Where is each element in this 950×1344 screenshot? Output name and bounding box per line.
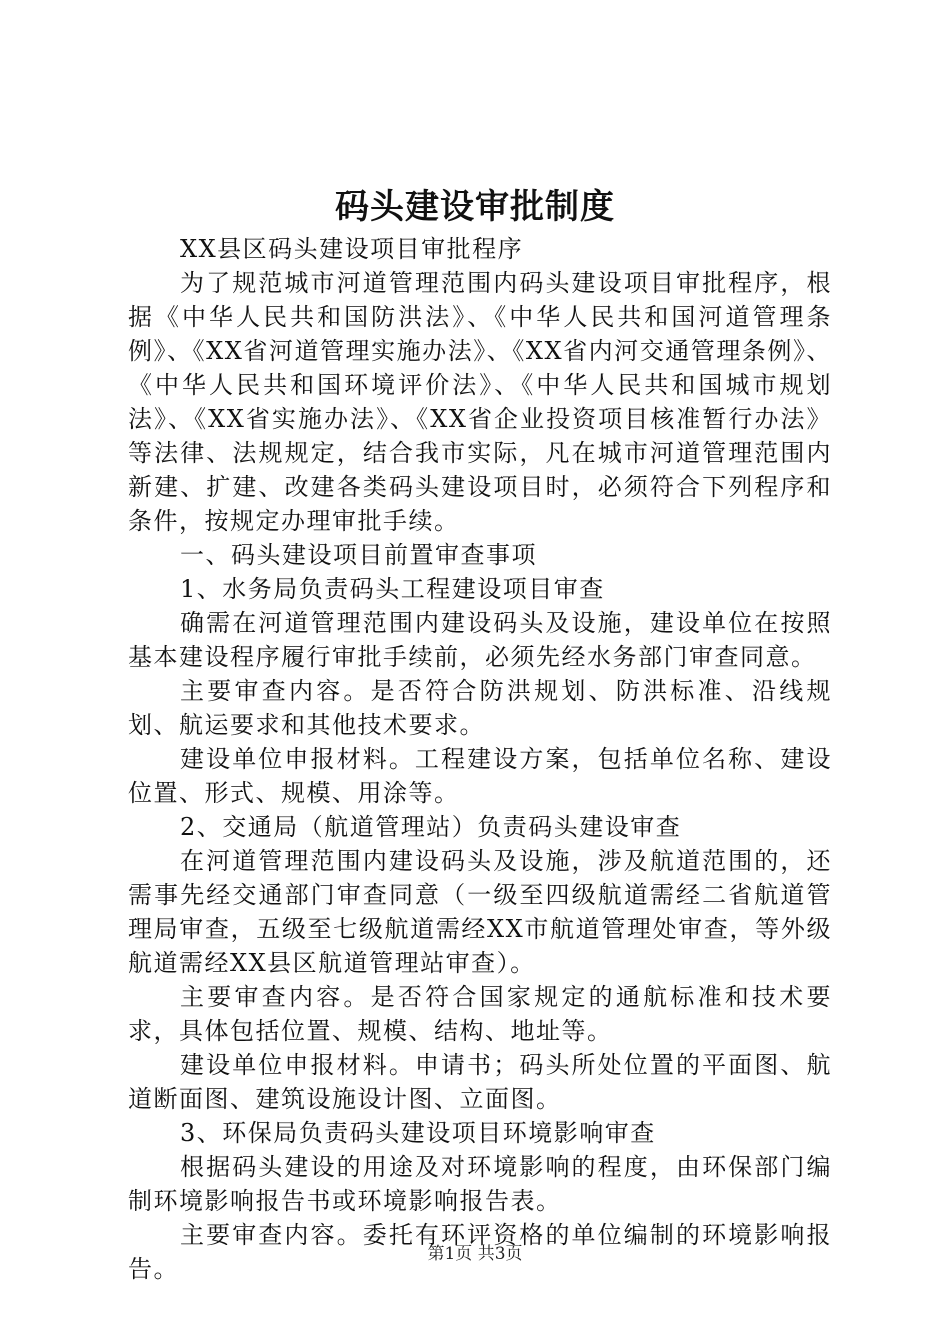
- paragraph: 确需在河道管理范围内建设码头及设施，建设单位在按照基本建设程序履行审批手续前，必须先经水务部门审查同意。: [128, 609, 832, 671]
- subsection-heading: 3、环保局负责码头建设项目环境影响审查: [180, 1119, 656, 1147]
- paragraph: 主要审查内容。是否符合国家规定的通航标准和技术要求，具体包括位置、规模、结构、地址等。: [128, 983, 832, 1045]
- page-footer: 第1页 共3页: [427, 1244, 523, 1264]
- paragraph: 在河道管理范围内建设码头及设施，涉及航道范围的，还需事先经交通部门审查同意（一级至四级航道需经二省航道管理局审查，五级至七级航道需经XX市航道管理处审查，等外级航道需经XX县区航道管理站审查）。: [128, 847, 832, 977]
- paragraph: 建设单位申报材料。工程建设方案，包括单位名称、建设位置、形式、规模、用涂等。: [128, 745, 832, 807]
- section-heading: 一、码头建设项目前置审查事项: [180, 541, 537, 569]
- document-title: 码头建设审批制度: [335, 187, 615, 227]
- paragraph: 主要审查内容。是否符合防洪规划、防洪标准、沿线规划、航运要求和其他技术要求。: [128, 677, 832, 739]
- paragraph-intro: 为了规范城市河道管理范围内码头建设项目审批程序，根据《中华人民共和国防洪法》、《中华人民共和国河道管理条例》、《XX省河道管理实施办法》、《XX省内河交通管理条例》、《中华人民共和国环境评价法》、《中华人民共和国城市规划法》、《XX省实施办法》、《XX省企业投资项目核准暂行办法》等法律、法规规定，结合我市实际，凡在城市河道管理范围内新建、扩建、改建各类码头建设项目时，必须符合下列程序和条件，按规定办理审批手续。: [128, 269, 832, 535]
- paragraph: 根据码头建设的用途及对环境影响的程度，由环保部门编制环境影响报告书或环境影响报告表。: [128, 1153, 832, 1215]
- subsection-heading: 1、水务局负责码头工程建设项目审查: [180, 575, 605, 603]
- paragraph: 主要审查内容。委托有环评资格的单位编制的环境影响报告。: [128, 1221, 832, 1283]
- subsection-heading: 2、交通局（航道管理站）负责码头建设审查: [180, 813, 682, 841]
- document-body: [128, 232, 832, 1286]
- paragraph-subtitle: XX县区码头建设项目审批程序: [180, 235, 524, 263]
- paragraph: 建设单位申报材料。申请书；码头所处位置的平面图、航道断面图、建筑设施设计图、立面图。: [128, 1051, 832, 1113]
